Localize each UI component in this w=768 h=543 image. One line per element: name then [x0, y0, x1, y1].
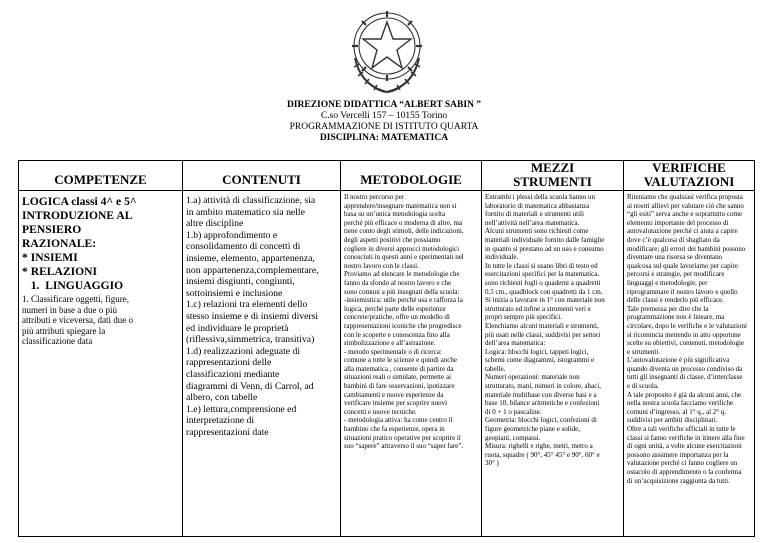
verifiche-line: e di scuola.	[627, 382, 659, 391]
competenze-heading-line: INTRODUZIONE AL	[22, 209, 133, 222]
column-header-contenuti: CONTENUTI	[222, 172, 301, 187]
verifiche-line: comuni d’ingresso, al 1° q., al 2° q.	[627, 407, 727, 416]
mezzi-line: In tutte le classi si usano libri di testo ed	[485, 261, 598, 270]
mezzi-line: nell’attività nell’area matematica.	[485, 218, 580, 227]
header-cell-mezzi	[482, 161, 624, 191]
metodologie-line: suo “sapere” attraverso il suo “saper fare”.	[344, 442, 464, 451]
metodologie-line: bambini di fare osservazioni, ipotizzare	[344, 382, 455, 391]
metodologie-line: -insiemistica: utile perché usa e rafforza la	[344, 296, 463, 305]
contenuti-line: rappresentazioni date	[186, 426, 269, 438]
metodologie-line: Il nostro percorso per	[344, 193, 405, 201]
header-cell-contenuti	[183, 161, 341, 191]
column-header-metodologie: METODOLOGIE	[360, 172, 462, 187]
verifiche-line: si ricomincia mettendo in atto opportune	[627, 330, 741, 339]
metodologie-line: situazioni pratico operative per scoprire il	[344, 433, 461, 442]
mezzi-line: base 10, bilance aritmetiche e confezioni	[485, 399, 600, 408]
contenuti-line: sottoinsiemi e inclusione	[186, 287, 283, 299]
metodologie-line: fanno da sfondo al nostro lavoro e che	[344, 278, 452, 287]
mezzi-line: tabelle.	[485, 364, 506, 373]
competenze-heading	[22, 195, 179, 293]
competenze-text	[22, 294, 179, 347]
metodologie-line: bambino che fa esperienze, opera in	[344, 425, 445, 434]
competenze-text-line: classificazione data	[22, 336, 93, 346]
metodologie-line: basa su un’unica metodologia scelta	[344, 210, 446, 219]
contenuti-line: interpretazione di	[186, 415, 255, 427]
mezzi-line: materiale multibase con diverse basi e a	[485, 390, 597, 399]
verifiche-line: Tale premessa per dire che la	[627, 304, 709, 313]
metodologie-line: - metodologia attiva: ha come centro il	[344, 416, 453, 425]
discipline-title: DISCIPLINA: MATEMATICA	[319, 133, 449, 143]
competenze-heading-line: RAZIONALE:	[22, 237, 97, 250]
metodologie-line: perché più efficace o moderna di altre, ma	[344, 218, 463, 227]
mezzi-text	[485, 193, 620, 468]
verifiche-line: qualcosa sul quale lavoriamo per capire	[627, 261, 738, 270]
competenze-text-line: più attributi spiegare la	[22, 325, 106, 336]
verifiche-line: diventare una risorsa se diventano	[627, 253, 723, 262]
verifiche-line: suddivisi per ambiti disciplinari.	[627, 416, 718, 425]
header-cell-metodologie	[341, 161, 482, 191]
verifiche-line: quando diventa un processo condiviso da	[627, 364, 743, 373]
competenze-text-line: attributi e viceversa, dati due o	[22, 315, 133, 325]
verifiche-line: ostacolo di apprendimento o la conferma	[627, 468, 742, 476]
verifiche-line: “gli esiti” serva anche e soprattutto come	[627, 210, 743, 219]
verifiche-line: linguaggi e metodologie, per	[627, 278, 708, 287]
verifiche-line: possono assumere importanza per la	[627, 450, 729, 459]
metodologie-line: cogliere in diversi approcci metodologici	[344, 244, 460, 253]
verifiche-line: elemento importante del processo di	[627, 218, 729, 227]
metodologie-line: Proviamo ad elencare le metodologie che	[344, 270, 460, 279]
mezzi-line: in quanto si prestano ad un uso e consumo	[485, 244, 604, 253]
verifiche-line: percorsi e strategie, per modificare	[627, 270, 725, 279]
mezzi-line: Logica: blocchi logici, tappeti logici,	[485, 347, 589, 356]
column-header-strumenti: STRUMENTI	[513, 174, 592, 189]
mezzi-line: Si inizia a lavorare in 1° con materiale non	[485, 296, 605, 305]
mezzi-line: individuale.	[485, 253, 519, 262]
mezzi-line: di 0 + 1 o pascaline.	[485, 407, 542, 416]
metodologie-line: simbolizzazione e all’astrazione.	[344, 339, 436, 348]
contenuti-line: insieme, elemento, appartenenza,	[186, 252, 315, 264]
contenuti-line: 1.b) approfondimento e	[186, 229, 278, 241]
metodologie-line: cambiamenti e nuove esperienze da	[344, 390, 444, 399]
verifiche-line: scelte su obiettivi, contenuti, metodologie	[627, 339, 745, 348]
contenuti-line: 1.c) relazioni tra elementi dello	[186, 299, 308, 311]
verifiche-line: circolare, dopo le verifiche e le valutazioni	[627, 321, 747, 330]
contenuti-line: ed individuare le proprietà	[186, 322, 289, 334]
mezzi-line: laboratorio di matematica abbastanza	[485, 201, 590, 210]
metodologie-text	[344, 193, 478, 451]
verifiche-line: di un’acquisizione raggiunta da tutti.	[627, 476, 730, 485]
contenuti-line: in ambito matematico sia nelle	[186, 206, 305, 218]
verifiche-line: programmazione non è lineare, ma	[627, 313, 725, 322]
verifiche-line: di ogni unità, a volte alcune esercitazioni	[627, 442, 742, 451]
metodologie-line: apprendere/insegnare matematica non si	[344, 201, 457, 210]
metodologie-line: concrete/pratiche, offre un modello di	[344, 313, 450, 322]
verifiche-line: classi si fanno verifiche in itinere alla fine	[627, 433, 745, 442]
column-header-valutazioni: VALUTAZIONI	[643, 174, 735, 189]
mezzi-line: fornito di materiali e strumenti utili	[485, 210, 584, 219]
metodologie-line: con le scoperte e conoscenza fino alla	[344, 330, 450, 339]
contenuti-line: 1.e) lettura,comprensione ed	[186, 403, 297, 415]
programme-table	[18, 160, 755, 537]
verifiche-text	[627, 193, 751, 485]
contenuti-line: insiemi disgiunti, congiunti,	[186, 276, 295, 288]
column-header-competenze: COMPETENZE	[54, 172, 147, 187]
mezzi-line: geopiani, compassi.	[485, 433, 541, 442]
metodologie-line: situazioni reali o simulate, permette ai	[344, 373, 451, 382]
mezzi-line: Geometria: blocchi logici, confezioni di	[485, 416, 597, 425]
header-cell-competenze	[19, 161, 183, 191]
mezzi-line: schemi come diagrammi, istogrammi e	[485, 356, 595, 365]
competenze-heading-line: * RELAZIONI	[22, 265, 98, 278]
competenze-heading-line: LOGICA classi 4^ e 5^	[22, 195, 137, 208]
verifiche-line: A tale proposito è già da alcuni anni, che	[627, 390, 742, 399]
verifiche-line: e strumenti.	[627, 347, 661, 356]
metodologie-line: comune a tutte le scienze e quindi anche	[344, 356, 457, 365]
competenze-text-line: numeri in base a due o più	[22, 304, 117, 315]
metodologie-line: verificare insieme per scoprire nuovi	[344, 399, 448, 408]
verifiche-line: Riteniamo che qualsiasi verifica proposta	[627, 193, 743, 201]
competenze-heading-line: 1. LINGUAGGIO	[22, 279, 124, 292]
verifiche-line: nella nostra scuola facciamo verifiche	[627, 399, 734, 408]
mezzi-line: Elenchiamo alcuni materiali e strumenti,	[485, 321, 599, 330]
contenuti-line: 1.a) attività di classificazione, sia	[186, 195, 316, 206]
mezzi-line: dell’area matematica:	[485, 339, 546, 348]
mezzi-line: esercitazioni specifici per la matematica,	[485, 270, 600, 279]
verifiche-line: L’autovalutazione è più significativa	[627, 356, 730, 365]
programme-title: PROGRAMMAZIONE DI ISTITUTO QUARTA	[289, 122, 479, 132]
contenuti-line: altre discipline	[186, 218, 244, 230]
metodologie-line: conosciuti in questi anni e sperimentati nel	[344, 253, 464, 262]
mezzi-line: ruota, squadre ( 90°, 45° 45° e 90°, 60° e	[485, 450, 600, 459]
mezzi-line: 30° )	[485, 459, 499, 468]
column-header-verifiche: VERIFICHE	[652, 160, 726, 175]
metodologie-line: rappresentazioni iconiche che progredisce	[344, 321, 462, 330]
metodologie-line: alla matematica , consente di partire da	[344, 364, 454, 373]
verifiche-line: autovalutazione perché ci aiuta a capire	[627, 227, 738, 236]
verifiche-line: riprogrammare il nostro lavoro e quello	[627, 287, 738, 296]
contenuti-line: rappresentazioni delle	[186, 357, 272, 369]
mezzi-line: figure geometriche piane e solide,	[485, 425, 581, 434]
competenze-cell	[19, 191, 183, 537]
mezzi-line: propri sempre più specifici.	[485, 313, 562, 322]
school-address: C.so Vercelli 157 – 10155 Torino	[320, 111, 448, 121]
contenuti-line: classificazioni mediante	[186, 368, 280, 380]
mezzi-line: Entrambi i plessi della scuola hanno un	[485, 193, 596, 201]
contenuti-cell	[183, 191, 341, 537]
mezzi-line: strutturato ed infine a strumenti veri e	[485, 304, 591, 313]
metodologie-line: nostro lavoro con le classi.	[344, 261, 419, 270]
competenze-heading-line: PENSIERO	[22, 223, 82, 236]
mezzi-line: 0,5 cm., quadblock con quadretti da 1 cm.	[485, 287, 603, 296]
verifiche-line: dove c’è qualcosa di sbagliato da	[627, 235, 720, 244]
competenze-text-line: 1. Classificare oggetti, figure,	[22, 294, 129, 304]
verifiche-line: ai nostri allievi per valutare ciò che sanno	[627, 201, 744, 210]
header-cell-verifiche	[624, 161, 755, 191]
mezzi-line: Numeri operazioni: materiale non	[485, 373, 580, 382]
contenuti-line: (riflessiva,simmetrica, transitiva)	[186, 334, 315, 346]
contenuti-line: 1.d) realizzazioni adeguate di	[186, 345, 301, 357]
italian-republic-emblem-icon	[347, 8, 427, 96]
verifiche-line: tutti gli insegnanti di classe, d’interclasse	[627, 373, 743, 382]
column-header-mezzi: MEZZI	[530, 160, 575, 175]
mezzi-line: sono richiesti fogli o quaderni a quadretti	[485, 278, 601, 287]
mezzi-line: Misura: righelli e righe, metri, metro a	[485, 442, 593, 451]
metodologie-line: logica, perché parte delle esperienze	[344, 304, 446, 313]
contenuti-line: non appartenenza,complementare,	[186, 264, 319, 276]
mezzi-line: più usati nelle classi, suddivisi per settori	[485, 330, 601, 339]
metodologie-line: - metodo sperimentale o di ricerca:	[344, 347, 442, 356]
verifiche-line: valutazione perché ci fanno cogliere un	[627, 459, 738, 468]
contenuti-text	[186, 195, 337, 438]
mezzi-line: materiali individuale fornito dalle famiglie	[485, 235, 605, 244]
metodologie-line: tiene conto degli stimoli, delle indicazioni,	[344, 227, 464, 236]
contenuti-line: consolidamento di concetti di	[186, 241, 301, 253]
metodologie-line: sono comuni a più insegnati della scuola:	[344, 287, 460, 296]
mezzi-line: Alcuni strumenti sono richiesti come	[485, 227, 589, 236]
mezzi-cell	[482, 191, 624, 537]
verifiche-line: delle classi e renderlo più efficace.	[627, 296, 725, 305]
school-name: DIREZIONE DIDATTICA “ALBERT SABIN ”	[286, 100, 482, 110]
verifiche-cell	[624, 191, 755, 537]
contenuti-line: albero, con tabelle	[186, 392, 258, 404]
metodologie-line: concetti e nuove tecniche.	[344, 407, 417, 416]
competenze-heading-line: * INSIEMI	[22, 251, 78, 264]
metodologie-cell	[341, 191, 482, 537]
mezzi-line: strutturato, mani, numeri in colore, abaci,	[485, 382, 602, 391]
verifiche-line: modificare; gli errori dei bambini possono	[627, 244, 746, 253]
contenuti-line: stesso insieme e di insiemi diversi	[186, 310, 319, 322]
contenuti-line: diagrammi di Venn, di Carrol, ad	[186, 380, 314, 392]
metodologie-line: degli aspetti positivi che possiamo	[344, 235, 441, 244]
verifiche-line: Oltre a tali verifiche ufficiali in tutte le	[627, 425, 736, 434]
